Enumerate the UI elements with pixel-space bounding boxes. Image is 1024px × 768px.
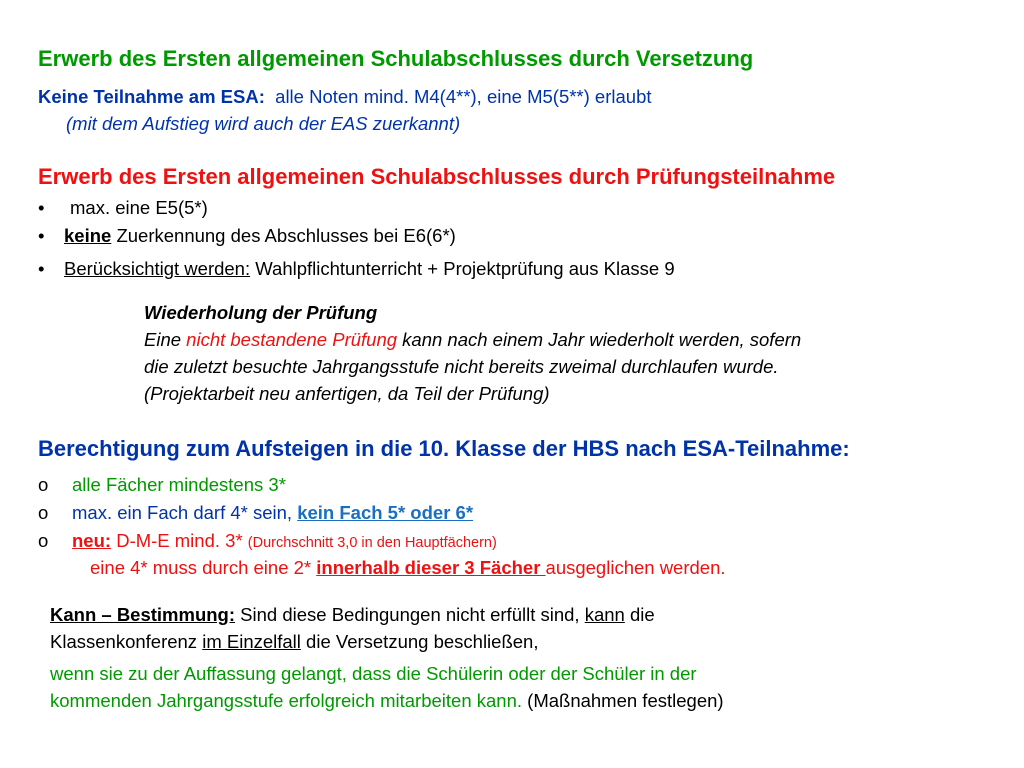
kann-einzelfall: im Einzelfall: [202, 631, 301, 652]
list-text-1: alle Fächer mindestens 3*: [72, 474, 286, 495]
repeat-line-1-b: kann nach einem Jahr wiederholt werden, sofern: [397, 329, 802, 350]
line-keine-teilnahme: [38, 86, 652, 108]
repeat-line-2: die zuletzt besuchte Jahrgangsstufe nicht bereits zweimal durchlaufen wurde.: [144, 356, 779, 377]
bullet-emph-keine: keine: [64, 225, 112, 246]
bullet-dot: •: [38, 258, 45, 279]
circle-bullet: o: [38, 530, 49, 551]
text-noten: alle Noten mind. M4(4**), eine M5(5**) erlaubt: [275, 86, 652, 107]
label-keine-teilnahme: Keine Teilnahme am ESA:: [38, 86, 265, 107]
bullet-item-3: [38, 258, 675, 280]
list-item-1: [38, 474, 286, 496]
green-line-1: wenn sie zu der Auffassung gelangt, dass die Schülerin oder der Schüler in der: [50, 663, 697, 684]
list-text-3: D-M-E mind. 3*: [111, 530, 248, 551]
cont-emph-innerhalb: innerhalb dieser 3 Fächer: [316, 557, 546, 578]
list-small-durchschnitt: (Durchschnitt 3,0 in den Hauptfächern): [247, 535, 497, 551]
circle-bullet: o: [38, 502, 49, 523]
list-item-3-cont: [90, 557, 726, 579]
bullet-text-2: Zuerkennung des Abschlusses bei E6(6*): [111, 225, 456, 246]
bullet-label-beruecksichtigt: Berücksichtigt werden:: [64, 258, 251, 279]
circle-bullet: o: [38, 474, 49, 495]
list-item-3: [38, 530, 497, 552]
kann-line-2: [50, 631, 538, 653]
heading-pruefungsteilnahme: Erwerb des Ersten allgemeinen Schulabschlusses durch Prüfungsteilnahme: [38, 164, 836, 189]
label-kann-bestimmung: Kann – Bestimmung:: [50, 604, 236, 625]
list-emph-kein-fach: kein Fach 5* oder 6*: [297, 502, 474, 523]
kann-underlined: kann: [584, 604, 625, 625]
bullet-item-2: [38, 225, 456, 247]
repeat-title: Wiederholung der Prüfung: [144, 302, 378, 323]
green-line-2: [50, 690, 724, 712]
bullet-text-3: Wahlpflichtunterricht + Projektprüfung aus Klasse 9: [250, 258, 675, 279]
kann-text-1b: die: [624, 604, 655, 625]
list-text-2a: max. ein Fach darf 4* sein,: [72, 502, 298, 523]
cont-a: eine 4* muss durch eine 2*: [90, 557, 317, 578]
kann-text-2b: die Versetzung beschließen,: [300, 631, 539, 652]
bullet-dot: •: [38, 225, 45, 246]
repeat-line-1-a: Eine: [144, 329, 187, 350]
cont-c: ausgeglichen werden.: [545, 557, 726, 578]
repeat-line-1: [144, 329, 801, 351]
note-eas: (mit dem Aufstieg wird auch der EAS zuerkannt): [66, 113, 461, 134]
repeat-nicht-bestanden: nicht bestandene Prüfung: [186, 329, 398, 350]
heading-berechtigung: Berechtigung zum Aufsteigen in die 10. Klasse der HBS nach ESA-Teilnahme:: [38, 436, 850, 461]
label-neu: neu:: [72, 530, 112, 551]
kann-line-1: [50, 604, 655, 626]
bullet-text-1: max. eine E5(5*): [70, 197, 208, 218]
bullet-item-1: [38, 197, 208, 219]
list-item-2: [38, 502, 473, 524]
kann-text-1a: Sind diese Bedingungen nicht erfüllt sind,: [235, 604, 585, 625]
massnahmen-text: (Maßnahmen festlegen): [522, 690, 724, 711]
bullet-dot: •: [38, 197, 45, 218]
heading-versetzung: Erwerb des Ersten allgemeinen Schulabschlusses durch Versetzung: [38, 46, 754, 71]
repeat-line-3: (Projektarbeit neu anfertigen, da Teil der Prüfung): [144, 383, 550, 404]
green-text-2: kommenden Jahrgangsstufe erfolgreich mitarbeiten kann.: [50, 690, 523, 711]
kann-text-2a: Klassenkonferenz: [50, 631, 203, 652]
